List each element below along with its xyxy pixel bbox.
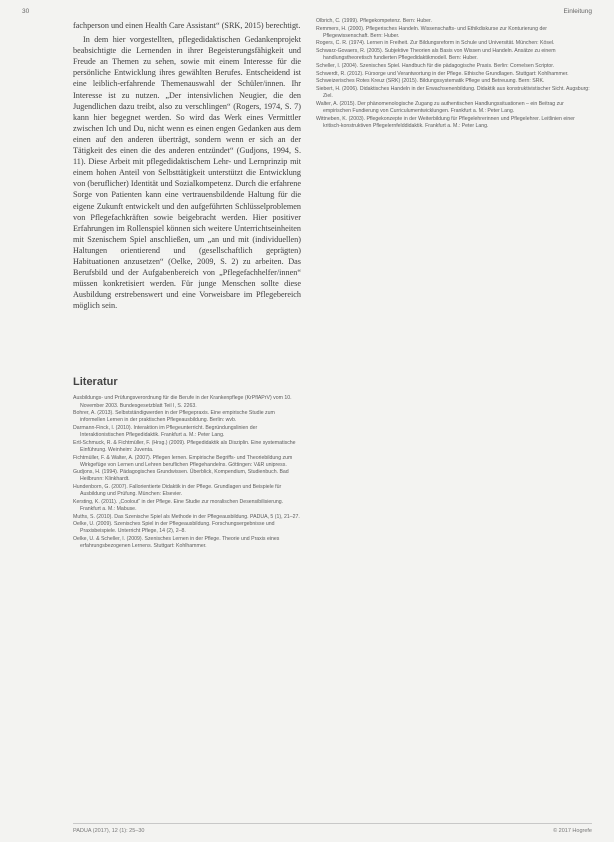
- reference-item: Siebert, H. (2006). Didaktisches Handeln in der Erwachsenenbildung. Didaktik aus konstruktivistischer Sicht. Augsburg: Ziel.: [316, 86, 590, 100]
- footer-copyright: © 2017 Hogrefe: [553, 828, 592, 834]
- running-head: Einleitung: [563, 8, 592, 15]
- reference-item: Schweizerisches Rotes Kreuz (SRK) (2015). Bildungssystematik Pflege und Betreuung. Bern: SRK.: [316, 78, 545, 85]
- reference-item: Oelke, U. & Scheller, I. (2009). Szenisches Lernen in der Pflege. Theorie und Praxis eines erfahrungsbezogenen Lernens. Stuttgart: Kohlhammer.: [73, 536, 280, 550]
- reference-item: Darmann-Finck, I. (2010). Interaktion im Pflegeunterricht. Begründungslinien der Interaktionistischen Pflegedidaktik. Frankfurt a. M.: Peter Lang.: [73, 425, 258, 439]
- reference-item: Fichtmüller, F. & Walter, A. (2007). Pflegen lernen. Empirische Begriffs- und Theoriebildung zum Wirkgefüge von Lernen und Lehren beruflichen Pflegehandelns. Göttingen: V&R unipress.: [73, 454, 293, 468]
- reference-list-right: [316, 18, 592, 130]
- reference-item: Wittneben, K. (2003). Pflegekonzepte in der Weiterbildung für Pflegelehrerinnen und Pflegelehrer. Leitlinien einer kritisch-konstruktiven Pflegelernfelddidaktik. Frankfurt a. M.: Peter Lang.: [316, 115, 575, 129]
- reference-item: Remmers, H. (2000). Pflegerisches Handeln. Wissenschafts- und Ethikdiskurse zur Konturierung der Pflegewissenschaft. Bern: Huber.: [316, 25, 547, 39]
- page-number: 30: [22, 8, 30, 15]
- literature-heading: Literatur: [73, 376, 118, 389]
- reference-item: Schwarz-Govaers, R. (2005). Subjektive Theorien als Basis von Wissen und Handeln. Ansätze zu einem handlungstheoretisch fundierten Pflegedidaktikmodell. Bern: Huber.: [316, 48, 556, 62]
- reference-item: Ertl-Schmuck, R. & Fichtmüller, F. (Hrsg.) (2009). Pflegedidaktik als Disziplin. Eine systematische Einführung. Weinheim: Juventa.: [73, 439, 296, 453]
- reference-item: Olbrich, C. (1999). Pflegekompetenz. Bern: Huber.: [316, 18, 432, 24]
- reference-item: Oelke, U. (2009). Szenisches Spiel in der Pflegeausbildung. Forschungsergebnisse und Praxisbeispiele. Unterricht Pflege, 14 (2), 2–8.: [73, 521, 275, 535]
- reference-item: Rogers, C. R. (1974). Lernen in Freiheit. Zur Bildungsreform in Schule und Universität. München: Kösel.: [316, 40, 555, 47]
- reference-item: Ausbildungs- und Prüfungsverordnung für die Berufe in der Krankenpflege (KrPflAPrV) vom 10. November 2003. Bundesgesetzblatt Teil I, S. 2263.: [73, 395, 292, 409]
- reference-list-left: [73, 395, 301, 550]
- reference-item: Muths, S. (2010). Das Szenische Spiel als Methode in der Pflegeausbildung. PADUA, 5 (1), 21–27.: [73, 513, 300, 520]
- reference-item: Hundenborn, G. (2007). Fallorientierte Didaktik in der Pflege. Grundlagen und Beispiele für Ausbildung und Prüfung. München: Elsevier.: [73, 484, 282, 498]
- reference-item: Gudjons, H. (1994). Pädagogisches Grundwissen. Überblick, Kompendium, Studienbuch. Bad Heilbrunn: Klinkhardt.: [73, 469, 289, 483]
- left-column: [73, 20, 301, 551]
- footer-citation: PADUA (2017), 12 (1): 25–30: [73, 828, 145, 834]
- body-paragraph: In dem hier vorgestellten, pflegedidaktischen Gedankenprojekt beabsichtigte die Lernenden in ihrer Begeisterungsfähigkeit und Freude an Themen zu sehen, sowie mit einem Interesse für die persönliche Entwicklung ihres gewählten Berufes. Entscheidend ist eine leiblich-erfahrende Themenauswahl der Schüler/innen. Ihr Interesse ist zu nutzen. „Der intensivlichen Neugier, die den Jugendlichen dazu treibt, also zu verschlingen“ (Rogers, 1974, S. 7) kann hier begegnet werden. So wird das Werk eines Vermittler zwischen Ich und Du, nicht wenn es einen engen Gedanken aus dem einen auf den anderen überträgt, sondern wenn er sich an der Tätigkeit des einen die des anderen entzündet“ (Gudjons, 1994, S. 11). Diese Arbeit mit pflegedidaktischem Lehr- und Lernprinzip mit einem hohen Anteil von Selbsttätigkeit unterstützt die Entwicklung von (beruflicher) Identität und Sozialkompetenz. Durch die erfahrene Sorge von Patienten kann eine vertrauensbildende Haltung für die eigene Zukunft entwickelt und den aufgeführten Schlüsselproblemen von Pflegefachkräften sowie beigebracht werden. Hier positiver Erfahrungen im Rollenspiel können sich weitere Unterrichtseinheiten mit Szenischem Spiel anschließen, um „an und mit (individuellen) Haltungen orientierend und (gesellschaftlich geprägten) Habituationen anzusetzen“ (Oelke, 2009, S. 2) zu arbeiten. Das Berufsbild und der Aufgabenbereich von „Pflegefachhelfer/innen“ müssen konkretisiert werden. Für junge Menschen sollte diese Ausbildung erstrebenswert und eine Vorweisbare im Pflegebereich möglich sein.: [73, 35, 301, 311]
- reference-item: Scheller, I. (2004). Szenisches Spiel. Handbuch für die pädagogische Praxis. Berlin: Cornelsen Scriptor.: [316, 62, 555, 69]
- right-column: [316, 18, 592, 130]
- footer-rule: [73, 823, 592, 824]
- reference-item: Walter, A. (2015). Der phänomenologische Zugang zu authentischen Handlungssituationen – ein Beitrag zur empirischen Fundierung von Curriculumentwicklungen. Frankfurt a. M.: Peter Lang.: [316, 100, 564, 114]
- body-paragraph: fachperson und einen Health Care Assistant“ (SRK, 2015) berechtigt.: [73, 21, 301, 30]
- reference-item: Kersting, K. (2011). „Coolout“ in der Pflege. Eine Studie zur moralischen Desensibilisierung. Frankfurt a. M.: Mabuse.: [73, 498, 284, 512]
- reference-item: Bohrer, A. (2013). Selbstständigwerden in der Pflegepraxis. Eine empirische Studie zum informellen Lernen in der praktischen Pflegeausbildung. Berlin: wvb.: [73, 410, 275, 424]
- reference-item: Schwerdt, R. (2012). Fürsorge und Verantwortung in der Pflege. Ethische Grundlagen. Stuttgart: Kohlhammer.: [316, 70, 569, 77]
